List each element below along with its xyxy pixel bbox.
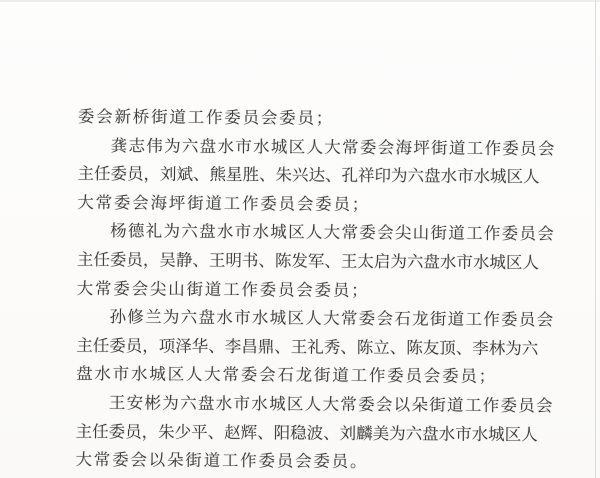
text-line: 主任委员，吴静、王明书、陈发军、王太启为六盘水市水城区人 bbox=[76, 249, 539, 273]
text-line: 主任委员，刘斌、熊星胜、朱兴达、孔祥印为六盘水市水城区人 bbox=[77, 164, 540, 187]
text-line: 盘水市水城区人大常委会石龙街道工作委员会委员； bbox=[76, 364, 498, 387]
page-top-edge bbox=[0, 0, 600, 2]
text-line: 主任委员，朱少平、赵辉、阳稳波、刘麟美为六盘水市水城区人 bbox=[75, 421, 538, 444]
text-line: 大常委会海坪街道工作委员会委员； bbox=[77, 192, 371, 214]
text-line: 王安彬为六盘水市水城区人大常委会以朵街道工作委员会 bbox=[108, 393, 554, 416]
text-line: 委会新桥街道工作委员会委员； bbox=[77, 106, 335, 128]
text-line: 杨德礼为六盘水市水城区人大常委会尖山街道工作委员会 bbox=[110, 221, 556, 244]
text-line: 孙修兰为六盘水市水城区人大常委会石龙街道工作委员会 bbox=[109, 307, 555, 330]
text-line: 龚志伟为六盘水市水城区人大常委会海坪街道工作委员会 bbox=[110, 135, 556, 158]
page-right-edge bbox=[595, 0, 596, 478]
text-line: 主任委员，项泽华、李昌鼎、王礼秀、陈立、陈友顶、李林为六 bbox=[76, 335, 539, 358]
text-line: 大常委会尖山街道工作委员会委员； bbox=[76, 278, 370, 300]
document-body bbox=[75, 103, 556, 478]
text-line: 大常委会以朵街道工作委员会委员。 bbox=[75, 450, 369, 472]
